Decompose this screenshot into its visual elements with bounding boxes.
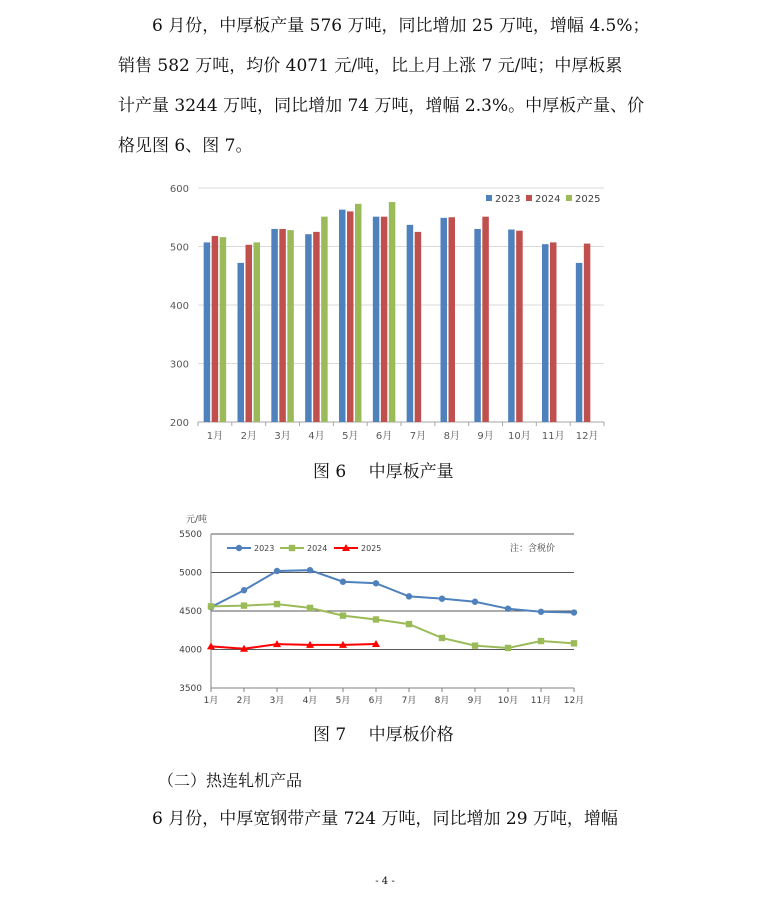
x-tick-label: 9月 [467, 696, 483, 706]
paragraph-2 [118, 799, 658, 839]
y-tick-label: 5500 [179, 530, 202, 540]
x-tick-label: 7月 [401, 696, 417, 706]
paragraph-line: 格见图 6、图 7。 [118, 136, 253, 156]
point-2023 [274, 568, 280, 574]
legend-label: 2024 [535, 194, 561, 205]
y-tick-label: 4500 [179, 607, 202, 617]
point-2024 [208, 603, 214, 609]
point-2024 [571, 640, 577, 646]
point-2024 [289, 545, 295, 551]
series-line-2023 [211, 570, 574, 612]
x-tick-label: 11月 [541, 431, 565, 442]
point-2023 [505, 605, 511, 611]
x-tick-label: 12月 [575, 431, 599, 442]
point-2024 [340, 612, 346, 618]
x-tick-label: 9月 [477, 431, 494, 442]
x-tick-label: 5月 [335, 696, 351, 706]
x-tick-label: 4月 [302, 696, 318, 706]
x-tick-label: 10月 [497, 696, 519, 706]
x-tick-label: 1月 [206, 431, 224, 442]
y-tick-label: 5000 [179, 568, 202, 579]
point-2023 [472, 599, 478, 605]
legend-label: 2025 [575, 194, 601, 205]
paragraph-line: 6 月份，中厚宽钢带产量 724 万吨，同比增加 29 万吨，增幅 [152, 809, 618, 829]
x-tick-label: 5月 [342, 431, 359, 442]
point-2023 [571, 609, 577, 615]
point-2024 [439, 635, 445, 641]
point-2023 [406, 593, 412, 599]
x-tick-label: 11月 [530, 696, 552, 706]
point-2024 [472, 642, 478, 648]
y-axis-unit: 元/吨 [186, 515, 208, 525]
point-2023 [236, 545, 242, 551]
x-tick-label: 1月 [203, 696, 219, 706]
legend-label: 2023 [495, 194, 521, 205]
paragraph-line: 计产量 3244 万吨，同比增加 74 万吨，增幅 2.3%。中厚板产量、价 [118, 96, 645, 116]
legend-label: 2023 [254, 544, 275, 553]
figure7-caption: 图 7 中厚板价格 [313, 725, 454, 745]
x-tick-label: 2月 [240, 431, 257, 442]
point-2024 [505, 645, 511, 651]
point-2023 [241, 587, 247, 593]
point-2024 [274, 601, 280, 607]
series-line-2025 [211, 644, 376, 649]
point-2023 [340, 579, 346, 585]
page-number: - 4 - [375, 876, 395, 887]
x-tick-label: 10月 [508, 431, 531, 442]
point-2024 [373, 616, 379, 622]
point-2023 [439, 595, 445, 601]
x-tick-label: 3月 [269, 696, 285, 706]
x-tick-label: 6月 [368, 696, 384, 706]
y-tick-label: 500 [169, 242, 189, 254]
point-2023 [307, 567, 313, 573]
x-tick-label: 7月 [409, 431, 427, 442]
legend-label: 2024 [307, 544, 328, 553]
point-2023 [538, 609, 544, 615]
section-heading: （二）热连轧机产品 [158, 771, 303, 790]
y-tick-label: 400 [169, 301, 189, 312]
paragraph-line: 销售 582 万吨，均价 4071 元/吨，比上月上涨 7 元/吨；中厚板累 [118, 56, 623, 76]
x-tick-label: 3月 [274, 431, 291, 442]
x-tick-label: 2月 [236, 696, 252, 706]
y-tick-label: 4000 [179, 645, 202, 656]
figure6-caption: 图 6 中厚板产量 [313, 462, 454, 482]
x-tick-label: 12月 [563, 696, 585, 706]
y-tick-label: 600 [169, 184, 189, 195]
y-tick-label: 3500 [179, 684, 202, 694]
point-2024 [406, 621, 412, 627]
x-tick-label: 6月 [375, 431, 393, 442]
x-tick-label: 8月 [434, 696, 450, 706]
point-2024 [241, 602, 247, 608]
legend-label: 2025 [361, 544, 382, 553]
point-2023 [373, 580, 379, 586]
x-tick-label: 8月 [443, 431, 460, 442]
chart-annotation: 注：含税价 [510, 544, 556, 554]
point-2024 [307, 605, 313, 611]
paragraph-line: 6 月份，中厚板产量 576 万吨，同比增加 25 万吨，增幅 4.5%； [152, 16, 650, 36]
y-tick-label: 300 [169, 359, 189, 371]
x-tick-label: 4月 [308, 431, 325, 442]
y-tick-label: 200 [169, 418, 189, 429]
point-2024 [538, 638, 544, 644]
